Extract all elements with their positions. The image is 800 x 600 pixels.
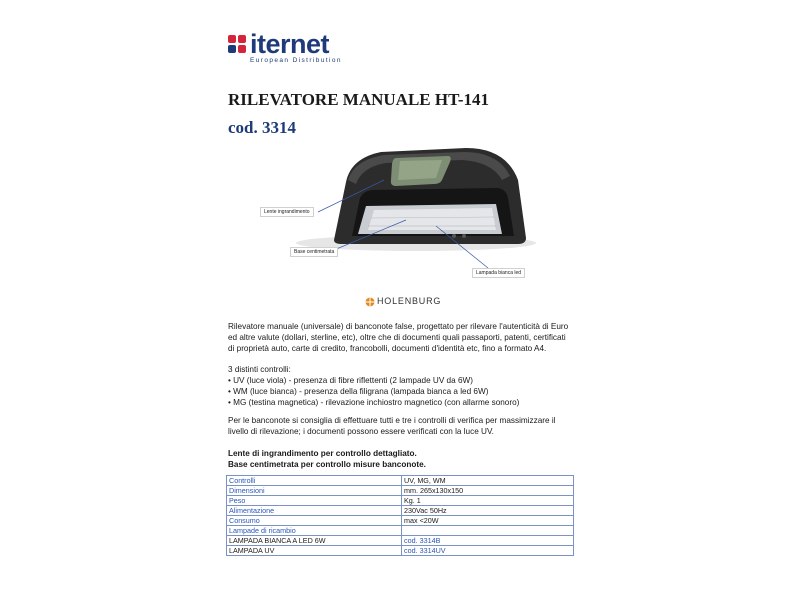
spec-value: Kg. 1 — [402, 496, 574, 506]
description-advice: Per le banconote si consiglia di effettuare tutti e tre i controlli di verifica per massimizzare il livello di rilevazione; i documenti possono essere verificati con la luce UV. — [228, 416, 556, 436]
callout-base: Base centimetrata — [290, 247, 338, 257]
table-row — [227, 526, 574, 536]
control-item: • MG (testina magnetica) - rilevazione inchiostro magnetico (con allarme sonoro) — [228, 398, 520, 407]
specs-table — [226, 475, 574, 556]
spec-label: Peso — [227, 496, 402, 506]
control-item: • UV (luce viola) - presenza di fibre riflettenti (2 lampade UV da 6W) — [228, 376, 473, 385]
feature-line: Lente di ingrandimento per controllo dettagliato. — [228, 449, 417, 458]
spec-value: max <20W — [402, 516, 574, 526]
logo-tagline: European Distribution — [250, 57, 342, 64]
spec-value: mm. 265x130x150 — [402, 486, 574, 496]
spec-label: Consumo — [227, 516, 402, 526]
controls-heading: 3 distinti controlli: — [228, 365, 291, 374]
spec-label: Controlli — [227, 476, 402, 486]
product-code: cod. 3314 — [228, 118, 296, 137]
spec-label: LAMPADA UV — [227, 546, 402, 556]
spec-value: cod. 3314UV — [402, 546, 574, 556]
brand-logo — [365, 295, 455, 309]
spec-label: Alimentazione — [227, 506, 402, 516]
spec-label: Lampade di ricambio — [227, 526, 402, 536]
table-row — [227, 546, 574, 556]
spec-value — [402, 526, 574, 536]
feature-line: Base centimetrata per controllo misure banconote. — [228, 460, 426, 469]
spec-label: Dimensioni — [227, 486, 402, 496]
spec-value: UV, MG, WM — [402, 476, 574, 486]
table-row — [227, 506, 574, 516]
description-intro: Rilevatore manuale (universale) di banconote false, progettato per rilevare l'autenticità di Euro ed altre valute (dollari, sterline, etc), oltre che di documenti quali passaporti, patenti, certificati di proprietà auto, carte di credito, francobolli, documenti d'identità etc, fino a formato A4. — [228, 322, 569, 353]
table-row — [227, 496, 574, 506]
product-title: RILEVATORE MANUALE HT-141 — [228, 90, 490, 109]
logo-wordmark: iternet — [250, 29, 330, 59]
product-photo — [256, 140, 556, 290]
spec-label: LAMPADA BIANCA A LED 6W — [227, 536, 402, 546]
control-item: • WM (luce bianca) - presenza della filigrana (lampada bianca a led 6W) — [228, 387, 489, 396]
holenburg-mark-icon — [365, 297, 375, 307]
spec-value: cod. 3314B — [402, 536, 574, 546]
spec-value: 230Vac 50Hz — [402, 506, 574, 516]
brand-name: HOLENBURG — [377, 296, 442, 306]
iternet-logo-mark-icon — [228, 35, 248, 55]
table-row — [227, 476, 574, 486]
table-row — [227, 486, 574, 496]
table-row — [227, 536, 574, 546]
callout-lamp: Lampada bianca led — [472, 268, 525, 278]
callout-lens: Lente ingrandimento — [260, 207, 314, 217]
table-row — [227, 516, 574, 526]
